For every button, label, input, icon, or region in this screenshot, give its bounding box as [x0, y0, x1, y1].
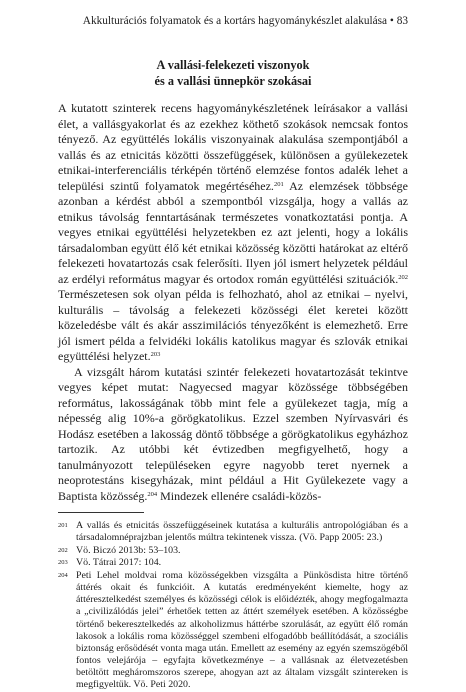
- paragraph-2-part-a: A vizsgált három kutatási szintér felekezeti hovatartozását tekintve vegyes képet mutat: Nagyecsed magyar közössége többségében református, lakosságának több mint fele a gyülekezet tagja, míg a népesség alig 10%-a görögkatolikus. Ezzel szemben Nyírvasvári és Hodász esetében a lakosság döntő többsége a görögkatolikus egyházhoz tartozik. Az utóbbi két évtizedben megfigyelhető, hogy a tanulmányozott településeken egyre nagyobb teret nyernek a neoprotestáns kisegyházak, mint például a Hit Gyülekezete vagy a Baptista közösség.: [58, 364, 408, 503]
- footnote-204: [58, 570, 408, 691]
- footnote-ref-201[interactable]: 201: [273, 180, 284, 188]
- running-title: Akkulturációs folyamatok és a kortárs hagyománykészlet alakulása: [82, 15, 388, 27]
- footnote-ref-202[interactable]: 202: [398, 273, 408, 281]
- page-number: 83: [396, 15, 408, 27]
- footnote-ref-203[interactable]: 203: [150, 351, 161, 358]
- footnote-ref-204[interactable]: 204: [147, 490, 158, 498]
- footnote-203: [58, 557, 408, 569]
- section-title: [58, 58, 408, 89]
- paragraph-1-part-b: Az elemzések többsége azonban a kérdést abból a szempontból vizsgálja, hogy a vallás az etnikus távolság fenntartásának természetes vonatkoztatási pontja. A vegyes etnikai együttélési helyzetekben ez azt jelenti, hogy a lokális társadalomban együtt élő két etnikai közösség közötti határokat az eltérő felekezeti hovatartozás csak felerősíti. Ilyen jól ismert helyzetek például az erdélyi református magyar és ortodox román együttélési szituációk.: [58, 178, 408, 286]
- paragraph-1: [58, 101, 408, 365]
- footnote-text: Vö. Tátrai 2017: 104.: [76, 557, 162, 569]
- section-title-line-1: A vallási-felekezeti viszonyok: [156, 58, 310, 72]
- body-text: [58, 101, 408, 504]
- header-separator: •: [389, 15, 394, 27]
- footnote-divider: [58, 512, 144, 513]
- footnotes: [58, 520, 408, 692]
- paragraph-2: [58, 365, 408, 505]
- footnote-202: [58, 545, 408, 557]
- paragraph-1-part-c: Természetesen sok olyan példa is felhozható, ahol az etnikai – nyelvi, kulturális – távolság a felekezeti közösségi élet keretei között közeledésbe vált és akár asszimilációs tényezőként is elemezhető. Erre jól ismert példa a felvidéki lokális katolikus magyar és szlovák etnikai együttélési helyzet.: [58, 287, 408, 363]
- footnote-number: 204: [58, 572, 68, 580]
- paragraph-2-part-b: Mindezek ellenére családi-közös-: [157, 488, 322, 503]
- footnote-number: 202: [58, 546, 68, 554]
- footnote-number: 201: [58, 522, 68, 529]
- footnote-text: Peti Lehel moldvai roma közösségekben vizsgálta a Pünkösdista hitre történő áttérés okait és funkcióit. A kutatás eredményeként kiemelte, hogy az áttéresztelkedést személyes és közösségi célok is előidézték, ahogy megfogalmazta a „civilizálódás jelei” érhetőek tetten az áttért személyek esetében. A közösségbe történő bekeresztelkedés az alkoholizmus háttérbe szorulását, az együtt élő román lakosok a lokális roma közösséggel szembeni elfogadóbb beállítódását, a szociális biztonság erősödését vonta maga után. Emellett az esemény az egyén szemszögéből fontos velejárója – egyfajta következménye – a vallásnak az életvezetésben betöltött megháromszoros szerepe, ahogyan azt az általam vizsgált szintereken is megfigyeltük. Vö. Peti 2020.: [76, 570, 408, 690]
- running-header: [58, 14, 408, 28]
- footnote-text: A vallás és etnicitás összefüggéseinek kutatása a kulturális antropológiában és a társadalomnéprajzban jelentős múltra tekintenek vissza. (Vö. Papp 2005: 23.): [76, 520, 408, 544]
- footnote-text: Vö. Biczó 2013b: 53–103.: [76, 544, 181, 556]
- paragraph-1-part-a: A kutatott szinterek recens hagyománykészletének leírásakor a vallási élet, a vallásgyakorlat és az ezekhez köthető szokások nemcsak fontos tényező. Az együttélés lokális viszonyainak alakulása szempontjából a vallás és az etnicitás közötti összefüggések, különösen a gyülekezetek etnikai-interferenciális térképén történő elemzése fontos adalék lehet a települési szintű folyamatok megértéséhez.: [58, 101, 408, 193]
- footnote-number: 203: [58, 559, 68, 567]
- footnote-201: [58, 520, 408, 544]
- section-title-line-2: és a vallási ünnepkör szokásai: [154, 73, 312, 88]
